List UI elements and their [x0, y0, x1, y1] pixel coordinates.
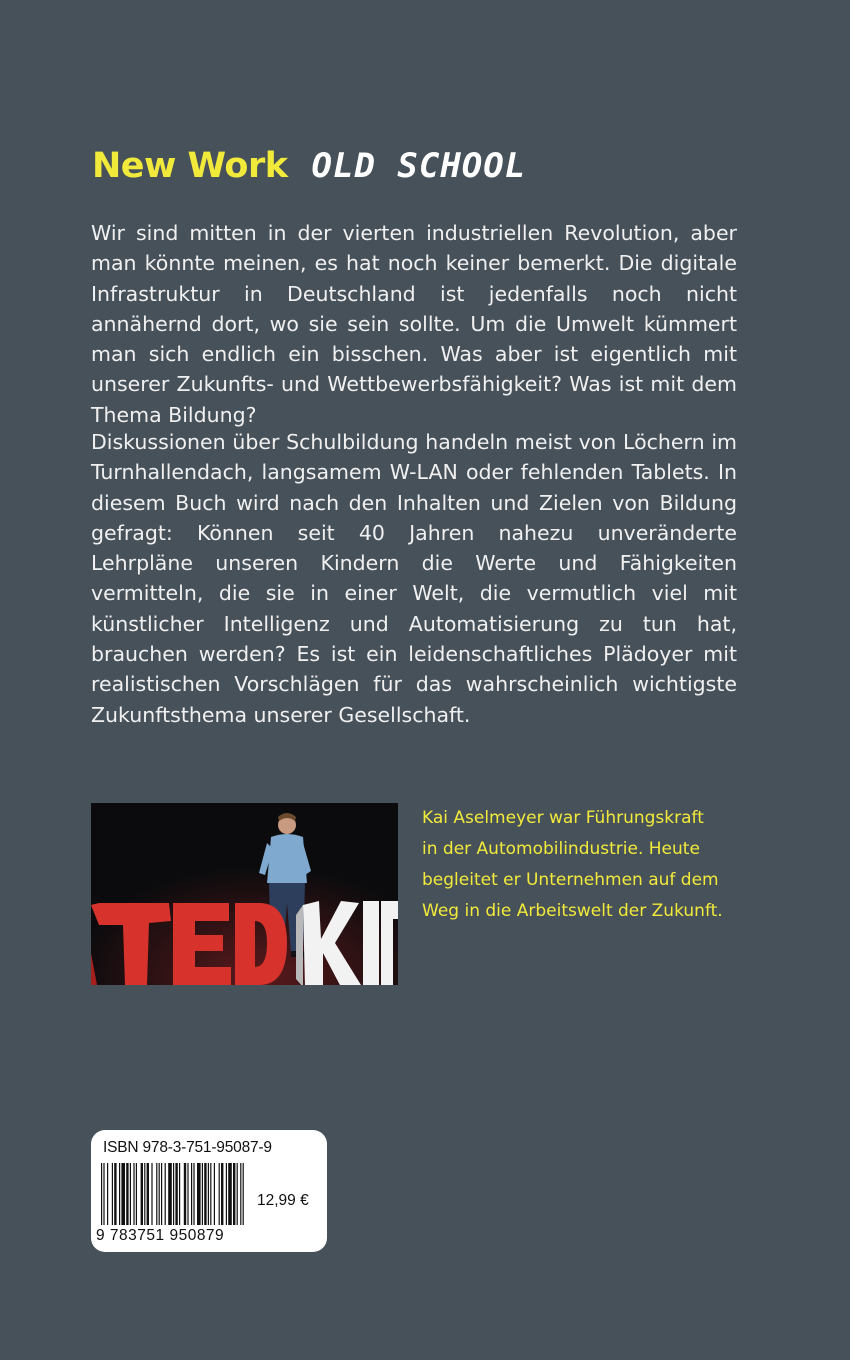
barcode-bar	[237, 1163, 238, 1225]
barcode-bar	[240, 1163, 241, 1225]
barcode-bar	[114, 1163, 116, 1225]
barcode-bar	[133, 1163, 134, 1225]
barcode-bar	[191, 1163, 192, 1225]
barcode-bar	[219, 1163, 220, 1225]
isbn-text: ISBN 978-3-751-95087-9	[103, 1139, 272, 1156]
barcode-bar	[144, 1163, 145, 1225]
author-bio	[422, 803, 762, 927]
title-main: New Work	[92, 146, 288, 186]
barcode-bar	[210, 1163, 211, 1225]
author-photo	[91, 803, 398, 985]
barcode-bar	[159, 1163, 160, 1225]
barcode-bar	[228, 1163, 232, 1225]
barcode-bar	[136, 1163, 137, 1225]
barcode-bar	[184, 1163, 186, 1225]
barcode-bar	[243, 1163, 244, 1225]
barcode-bars	[101, 1163, 247, 1229]
barcode-bar	[187, 1163, 188, 1225]
barcode-bar	[107, 1163, 108, 1225]
barcode-bar	[156, 1163, 157, 1225]
barcode-bar	[175, 1163, 177, 1225]
author-bio-line: in der Automobilindustrie. Heute	[422, 839, 700, 859]
description-paragraph-1: Wir sind mitten in der vierten industriellen Revolution, aber man könnte meinen, es hat noch keiner bemerkt. Die digitale Infrastruktur in Deutschland ist jedenfalls noch nicht annähernd dort, wo sie sein sollte. Um die Umwelt kümmert man sich endlich ein bisschen. Was aber ist eigentlich mit unserer Zukunfts- und Wettbewerbsfähigkeit? Was ist mit dem Thema Bildung?	[91, 221, 737, 427]
title-sub: OLD SCHOOL	[311, 146, 527, 186]
barcode-bar	[221, 1163, 223, 1225]
barcode-bar	[126, 1163, 128, 1225]
author-bio-line: Kai Aselmeyer war Führungskraft	[422, 808, 704, 828]
barcode-bar	[202, 1163, 203, 1225]
barcode-bar	[103, 1163, 104, 1225]
barcode-bar	[179, 1163, 180, 1225]
barcode-bar	[168, 1163, 172, 1225]
barcode-bar	[165, 1163, 166, 1225]
barcode-bar	[173, 1163, 174, 1225]
cover-title	[92, 146, 526, 186]
barcode-digits: 9 783751 950879	[96, 1227, 225, 1244]
description-paragraph-2: Diskussionen über Schulbildung handeln meist von Löchern im Turnhallendach, langsamem W-LAN oder fehlenden Tablets. In diesem Buch wird nach den Inhalten und Zielen von Bildung gefragt: Können seit 40 Jahren nahezu unveränderte Lehrpläne unseren Kindern die Werte und Fähigkeiten vermitteln, die sie in einer Welt, die vermutlich viel mit künstlicher Intelligenz und Automatisierung zu tun hat, brauchen werden? Es ist ein leidenschaftliches Plädoyer mit realistischen Vorschlägen für das wahrscheinlich wichtigste Zukunftsthema unserer Gesellschaft.	[91, 430, 737, 727]
barcode-bar	[141, 1163, 143, 1225]
price-label: 12,99 €	[257, 1192, 309, 1209]
barcode-bar	[151, 1163, 152, 1225]
barcode-bar	[147, 1163, 149, 1225]
barcode-bar	[193, 1163, 194, 1225]
barcode-bar	[119, 1163, 120, 1225]
barcode-bar	[208, 1163, 209, 1225]
barcode-bar	[197, 1163, 201, 1225]
author-bio-line: begleitet er Unternehmen auf dem	[422, 870, 719, 890]
barcode-bar	[130, 1163, 131, 1225]
barcode-bar	[121, 1163, 125, 1225]
barcode-bar	[214, 1163, 215, 1225]
barcode-bar	[112, 1163, 113, 1225]
barcode-label	[91, 1130, 327, 1252]
author-bio-line: Weg in die Arbeitswelt der Zukunft.	[422, 901, 723, 921]
author-stage-illustration	[91, 803, 398, 985]
barcode-bar	[204, 1163, 206, 1225]
barcode-bar	[161, 1163, 162, 1225]
barcode-bar	[101, 1163, 102, 1225]
barcode-bar	[233, 1163, 235, 1225]
barcode-bar	[226, 1163, 227, 1225]
